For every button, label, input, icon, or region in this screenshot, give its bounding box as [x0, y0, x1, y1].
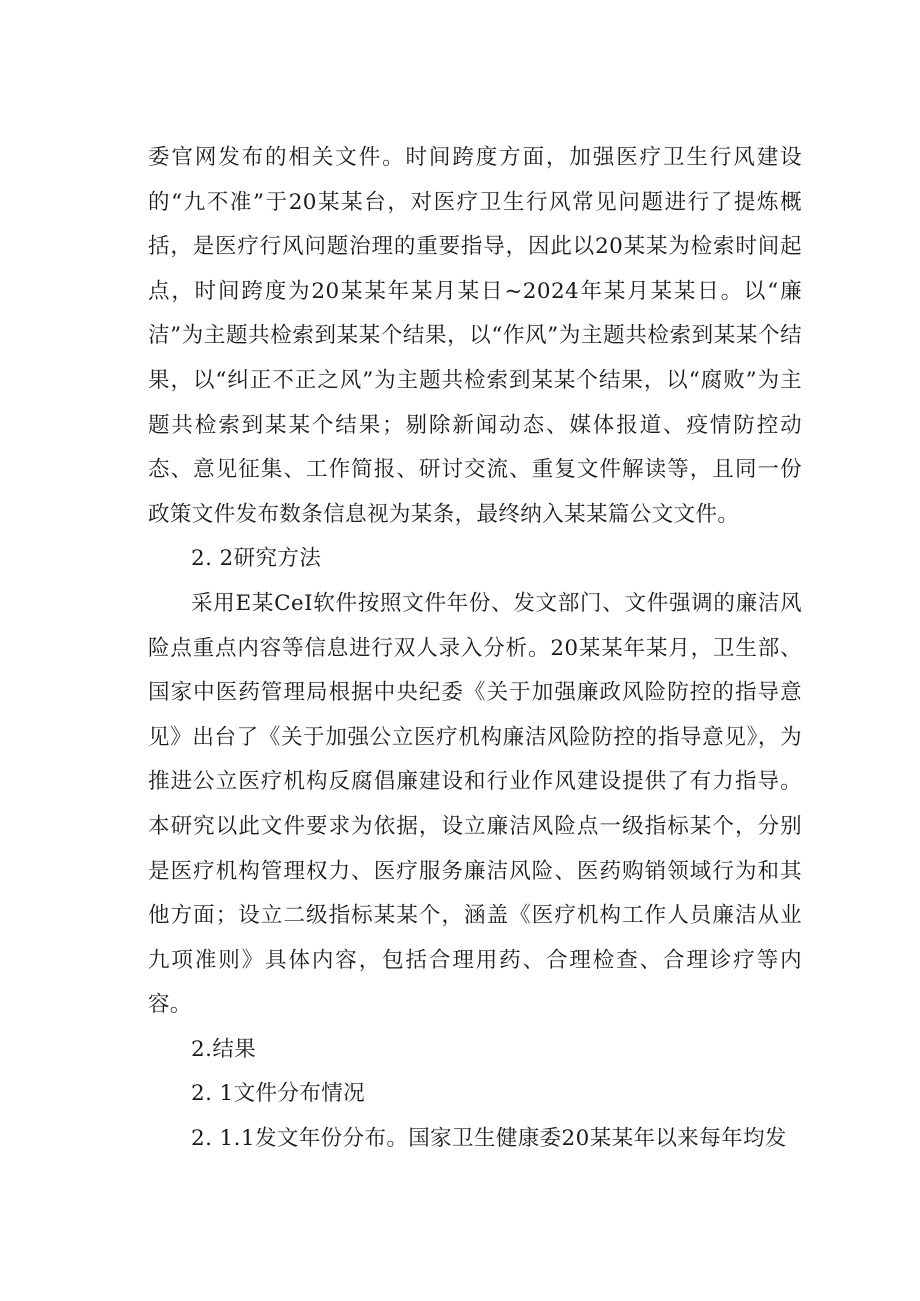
heading-document-distribution: 2. 1文件分布情况 — [191, 1081, 366, 1107]
paragraph-data-scope: 委官网发布的相关文件。时间跨度方面，加强医疗卫生行风建设的“九不准”于20某某台，对医疗卫生行风常见问题进行了提炼概括，是医疗行风问题治理的重要指导，因此以20某某为检索时间起点，时间跨度为20某某年某月某日~2024年某月某某日。以“廉洁”为主题共检索到某某个结果，以“作风”为主题共检索到某某个结果，以“纠正不正之风”为主题共检索到某某个结果，以“腐败”为主题共检索到某某个结果；剔除新闻动态、媒体报道、疫情防控动态、意见征集、工作简报、研讨交流、重复文件解读等，且同一份政策文件发布数条信息视为某条，最终纳入某某篇公文文件。 — [148, 145, 802, 527]
heading-results: 2.结果 — [191, 1036, 257, 1062]
heading-research-method: 2. 2研究方法 — [191, 546, 322, 572]
paragraph-research-method: 采用E某CeI软件按照文件年份、发文部门、文件强调的廉洁风险点重点内容等信息进行双人录入分析。20某某年某月，卫生部、国家中医药管理局根据中央纪委《关于加强廉政风险防控的指导意见》出台了《关于加强公立医疗机构廉洁风险防控的指导意见》，为推进公立医疗机构反腐倡廉建设和行业作风建设提供了有力指导。本研究以此文件要求为依据，设立廉洁风险点一级指标某个，分别是医疗机构管理权力、医疗服务廉洁风险、医药购销领域行为和其他方面；设立二级指标某某个，涵盖《医疗机构工作人员廉洁从业九项准则》具体内容，包括合理用药、合理检查、合理诊疗等内容。 — [148, 590, 802, 1018]
paragraph-year-distribution: 2. 1.1发文年份分布。国家卫生健康委20某某年以来每年均发 — [191, 1126, 787, 1152]
document-body — [148, 136, 802, 1162]
